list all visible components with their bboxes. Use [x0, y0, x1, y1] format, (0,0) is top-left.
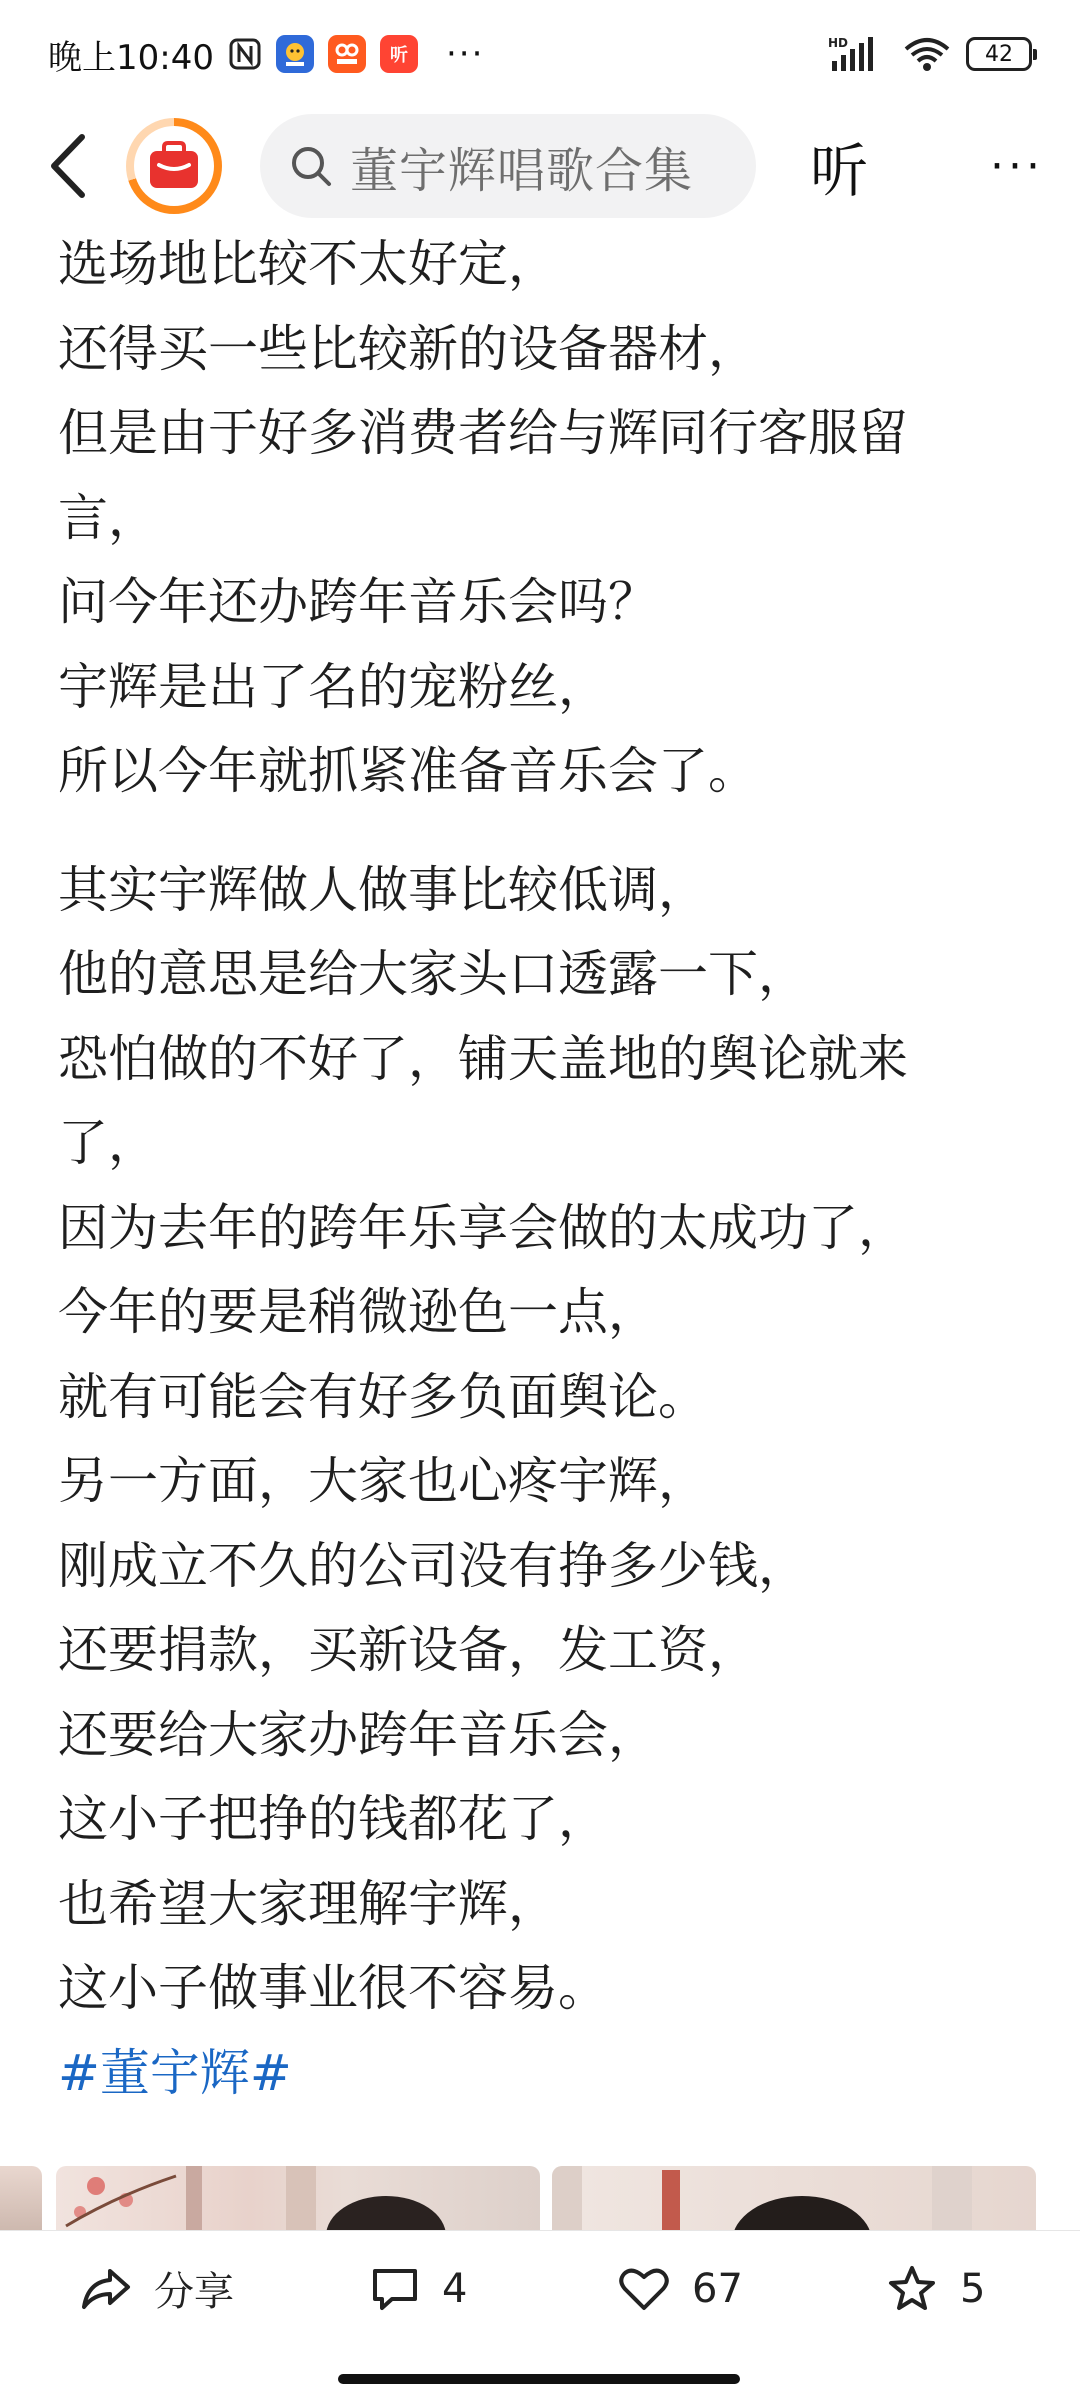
article-line: 但是由于好多消费者给与辉同行客服留 [58, 404, 908, 462]
article-line: 选场地比较不太好定， [58, 235, 558, 293]
image-thumbnail[interactable] [56, 2166, 540, 2232]
status-bar [0, 0, 1080, 108]
listen-app-icon: 听 [380, 35, 418, 73]
battery-icon [966, 37, 1032, 71]
share-button[interactable] [80, 2260, 234, 2317]
hashtag-link[interactable]: #董宇辉# [58, 2043, 292, 2102]
favorite-button[interactable] [886, 2264, 985, 2314]
article-line: 也希望大家理解宇辉， [58, 1874, 558, 1933]
article-line: 所以今年就抓紧准备音乐会了。 [58, 742, 758, 800]
battery-level: 42 [985, 41, 1013, 67]
image-thumbnail[interactable] [552, 2166, 1036, 2232]
article-line: 了， [58, 1114, 158, 1172]
signal-icon [828, 35, 888, 73]
top-nav [0, 108, 1080, 224]
article-line: 还得买一些比较新的设备器材， [58, 319, 758, 378]
article-line: 刚成立不久的公司没有挣多少钱， [58, 1536, 808, 1595]
comment-count: 4 [442, 2265, 468, 2312]
article-line: 这小子做事业很不容易。 [58, 1959, 608, 2017]
author-avatar[interactable] [126, 118, 222, 214]
listen-button[interactable]: 听 [810, 137, 869, 205]
back-arrow-icon [46, 131, 90, 201]
favorite-count: 5 [960, 2265, 986, 2312]
article-line: 这小子把挣的钱都花了， [58, 1790, 608, 1848]
shop-logo-icon [147, 141, 201, 191]
article-line: 恐怕做的不好了，铺天盖地的舆论就来 [58, 1029, 908, 1088]
game-app-icon [328, 35, 366, 73]
article-line: 还要给大家办跨年音乐会， [58, 1705, 658, 1764]
article-line: 因为去年的跨年乐享会做的太成功了， [58, 1198, 908, 1257]
like-button[interactable] [618, 2266, 743, 2312]
star-icon [886, 2264, 938, 2314]
article-body [58, 222, 1038, 2115]
article-line: 就有可能会有好多负面舆论。 [58, 1367, 708, 1426]
toutiao-app-icon [276, 35, 314, 73]
article-line: 另一方面，大家也心疼宇辉， [58, 1452, 708, 1510]
search-bar[interactable] [260, 114, 756, 218]
like-count: 67 [692, 2265, 743, 2312]
paragraph-1 [58, 222, 1038, 814]
search-query: 董宇辉唱歌合集 [350, 142, 694, 199]
nfc-icon [228, 37, 262, 71]
article-line: 言， [58, 488, 158, 547]
blossom-decoration [56, 2166, 540, 2232]
heart-icon [618, 2266, 670, 2312]
bottom-action-bar [0, 2230, 1080, 2346]
photo-decoration [552, 2166, 1036, 2232]
more-options-icon[interactable]: ··· [990, 140, 1044, 192]
search-icon [288, 143, 334, 189]
paragraph-2 [58, 848, 1038, 2031]
svg-text:HD: HD [828, 36, 849, 50]
wifi-icon [902, 35, 952, 73]
comment-icon [370, 2266, 420, 2312]
back-button[interactable] [28, 121, 108, 211]
article-line: 宇辉是出了名的宠粉丝， [58, 657, 608, 716]
article-line: 他的意思是给大家头口透露一下， [58, 945, 808, 1003]
share-label: 分享 [154, 2269, 234, 2315]
share-icon [80, 2265, 132, 2313]
image-gallery [0, 2166, 1080, 2232]
comment-button[interactable] [370, 2266, 467, 2312]
article-line: 其实宇辉做人做事比较低调， [58, 860, 708, 919]
article-line: 今年的要是稍微逊色一点， [58, 1283, 658, 1341]
article-line: 问今年还办跨年音乐会吗？ [58, 573, 658, 631]
home-indicator[interactable] [338, 2374, 740, 2384]
article-line: 还要捐款，买新设备，发工资， [58, 1621, 758, 1679]
more-notifications-icon: ··· [445, 34, 485, 74]
image-thumbnail[interactable] [0, 2166, 42, 2232]
status-time: 晚上10:40 [48, 37, 214, 78]
